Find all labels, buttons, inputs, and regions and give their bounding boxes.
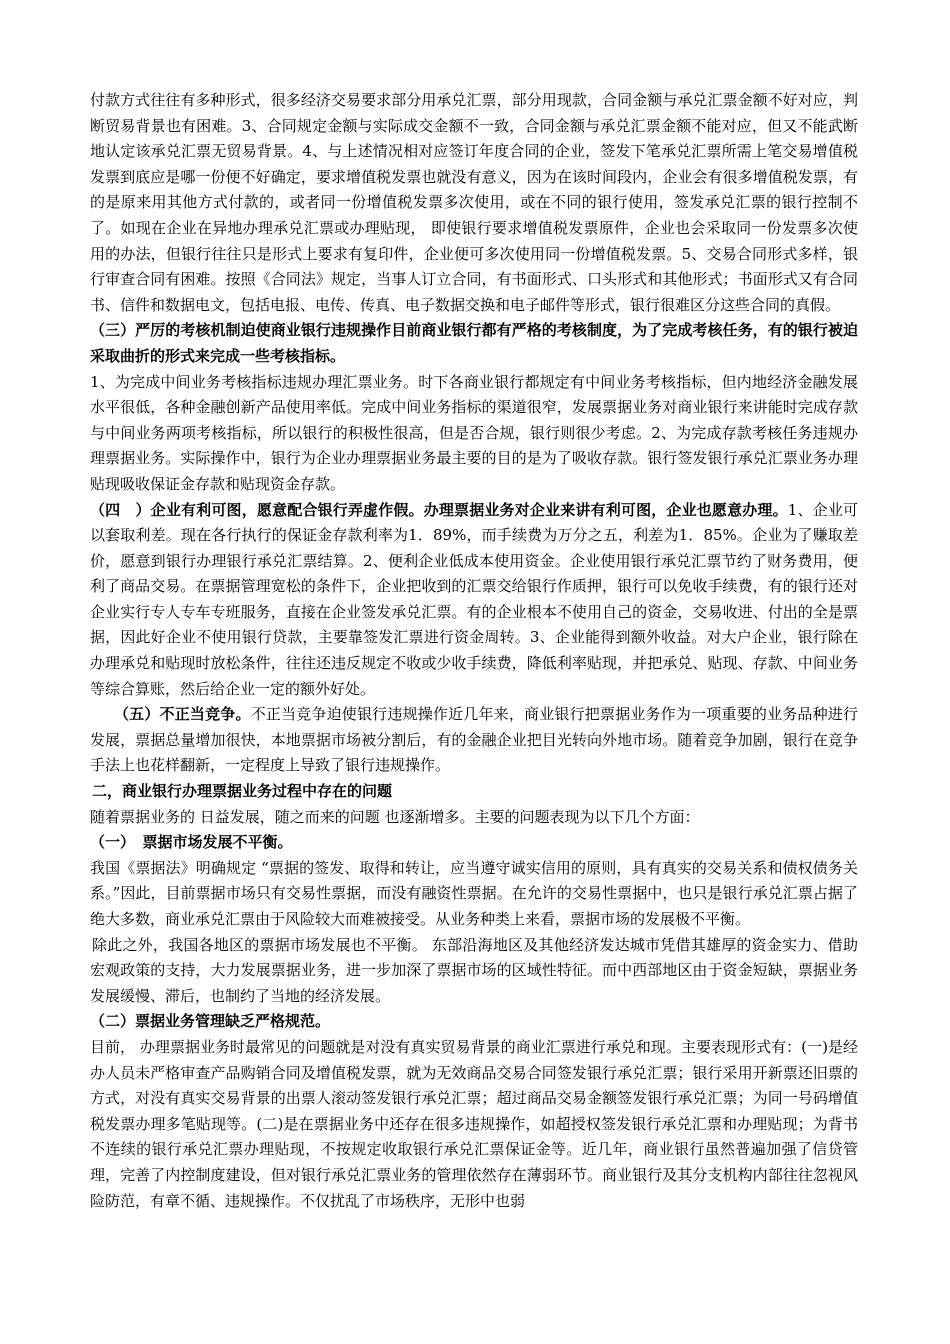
heading-section-5: （五）不正当竞争。 <box>114 705 251 724</box>
heading-section-4: （四 ）企业有利可图，愿意配合银行弄虚作假。办理票据业务对企业来讲有利可图，企业也愿意办理。 <box>90 500 788 519</box>
heading-market-imbalance: （一） 票据市场发展不平衡。 <box>90 833 293 852</box>
paragraph-section-5 <box>90 702 858 779</box>
paragraph-management-issues: 目前， 办理票据业务时最常见的问题就是对没有真实贸易背景的商业汇票进行承兑和现。主要表现形式有：(一)是经办人员未严格审查产品购销合同及增值税发票，就为无效商品交易合同签发银行承兑汇票；银行采用开新票还旧票的方式，对没有真实交易背景的出票人滚动签发银行承兑汇票；超过商品交易金额签发银行承兑汇票；为同一号码增值税发票办理多笔贴现等。(二)是在票据业务中还存在很多违规操作，如超授权签发银行承兑汇票和办理贴现；为背书不连续的银行承兑汇票办理贴现，不按规定收取银行承兑汇票保证金等。近几年，商业银行虽然普遍加强了信贷管理，完善了内控制度建设，但对银行承兑汇票业务的管理依然存在薄弱环节。商业银行及其分支机构内部往往忽视风险防范，有章不循、违规操作。不仅扰乱了市场秩序，无形中也弱 <box>90 1037 858 1210</box>
paragraph-enterprise-benefit: 1、企业可以套取利差。现在各行执行的保证金存款利率为1．89%，而手续费为万分之五，利差为1．85%。企业为了赚取差价，愿意到银行办理银行承兑汇票结算。2、便利企业低成本使用资金。企业使用银行承兑汇票节约了财务费用，便利了商品交易。在票据管理宽松的条件下，企业把收到的汇票交给银行作质押，银行可以免收手续费，有的银行还对企业实行专人专车专班服务，直接在企业签发承兑汇票。有的企业根本不使用自己的资金，交易收进、付出的全是票据，因此好企业不使用银行贷款，主要靠签发汇票进行资金周转。3、企业能得到额外收益。对大户企业，银行除在办理承兑和贴现时放松条件，往往还违反规定不收或少收手续费，降低利率贴现，并把承兑、贴现、存款、中间业务等综合算账，然后给企业一定的额外好处。 <box>90 500 859 698</box>
paragraph-part-two-intro: 随着票据业务的 日益发展，随之而来的问题 也逐渐增多。主要的问题表现为以下几个方面： <box>90 807 700 826</box>
heading-management-norms: （二）票据业务管理缺乏严格规范。 <box>90 1012 331 1031</box>
paragraph-regional-imbalance: 除此之外，我国各地区的票据市场发展也不平衡。 东部沿海地区及其他经济发达城市凭借其雄厚的资金实力、借助宏观政策的支持，大力发展票据业务，进一步加深了票据市场的区域性特征。而中西部地区由于资金短缺，票据业务发展缓慢、滞后，也制约了当地的经济发展。 <box>90 935 858 1005</box>
paragraph-competition: 不正当竞争迫使银行违规操作近几年来，商业银行把票据业务作为一项重要的业务品种进行发展，票据总量增加很快，本地票据市场被分割后，有的金融企业把目光转向外地市场。随着竞争加剧，银行在竞争手法上也花样翻新，一定程度上导致了银行违规操作。 <box>90 705 858 775</box>
heading-section-3: （三）严厉的考核机制迫使商业银行违规操作目前商业银行都有严格的考核制度，为了完成考核任务，有的银行被迫采取曲折的形式来完成一些考核指标。 <box>90 321 858 365</box>
document-page <box>90 88 858 1214</box>
paragraph-contract-issues: 付款方式往往有多种形式，很多经济交易要求部分用承兑汇票，部分用现款，合同金额与承兑汇票金额不好对应，判断贸易背景也有困难。3、合同规定金额与实际成交金额不一致，合同金额与承兑汇票金额不能对应，但又不能武断地认定该承兑汇票无贸易背景。4、与上述情况相对应签订年度合同的企业，签发下笔承兑汇票所需上笔交易增值税发票到底应是哪一份便不好确定，要求增值税发票也就没有意义，因为在该时间段内，企业会有很多增值税发票，有的是原来用其他方式付款的，或者同一份增值税发票多次使用，或在不同的银行使用，签发承兑汇票的银行控制不了。如现在企业在异地办理承兑汇票或办理贴现， 即使银行要求增值税发票原件，企业也会采取同一份发票多次使用的办法，但银行往往只是形式上要求有复印件，企业便可多次使用同一份增值税发票。5、交易合同形式多样，银行审查合同有困难。按照《合同法》规定，当事人订立合同，有书面形式、口头形式和其他形式；书面形式又有合同书、信件和数据电文，包括电报、电传、传真、电子数据交换和电子邮件等形式，银行很难区分这些合同的真假。 <box>90 91 858 314</box>
paragraph-assessment: 1、为完成中间业务考核指标违规办理汇票业务。时下各商业银行都规定有中间业务考核指标，但内地经济金融发展水平很低，各种金融创新产品使用率低。完成中间业务指标的渠道很窄，发展票据业务对商业银行来讲能时完成存款与中间业务两项考核指标，所以银行的积极性很高，但是否合规，银行则很少考虑。2、为完成存款考核任务违规办理票据业务。实际操作中，银行为企业办理票据业务最主要的目的是为了吸收存款。银行签发银行承兑汇票业务办理贴现吸收保证金存款和贴现资金存款。 <box>90 372 858 493</box>
heading-part-two: 二，商业银行办理票据业务过程中存在的问题 <box>92 782 393 801</box>
paragraph-bill-law: 我国《票据法》明确规定 “票据的签发、取得和转让，应当遵守诚实信用的原则，具有真实的交易关系和债权债务关系。”因此，目前票据市场只有交易性票据，而没有融资性票据。在允许的交易性票据中，也只是银行承兑汇票占据了绝大多数，商业承兑汇票由于风险较大而难被接受。从业务种类上来看，票据市场的发展极不平衡。 <box>90 858 858 928</box>
paragraph-section-4 <box>90 498 858 703</box>
